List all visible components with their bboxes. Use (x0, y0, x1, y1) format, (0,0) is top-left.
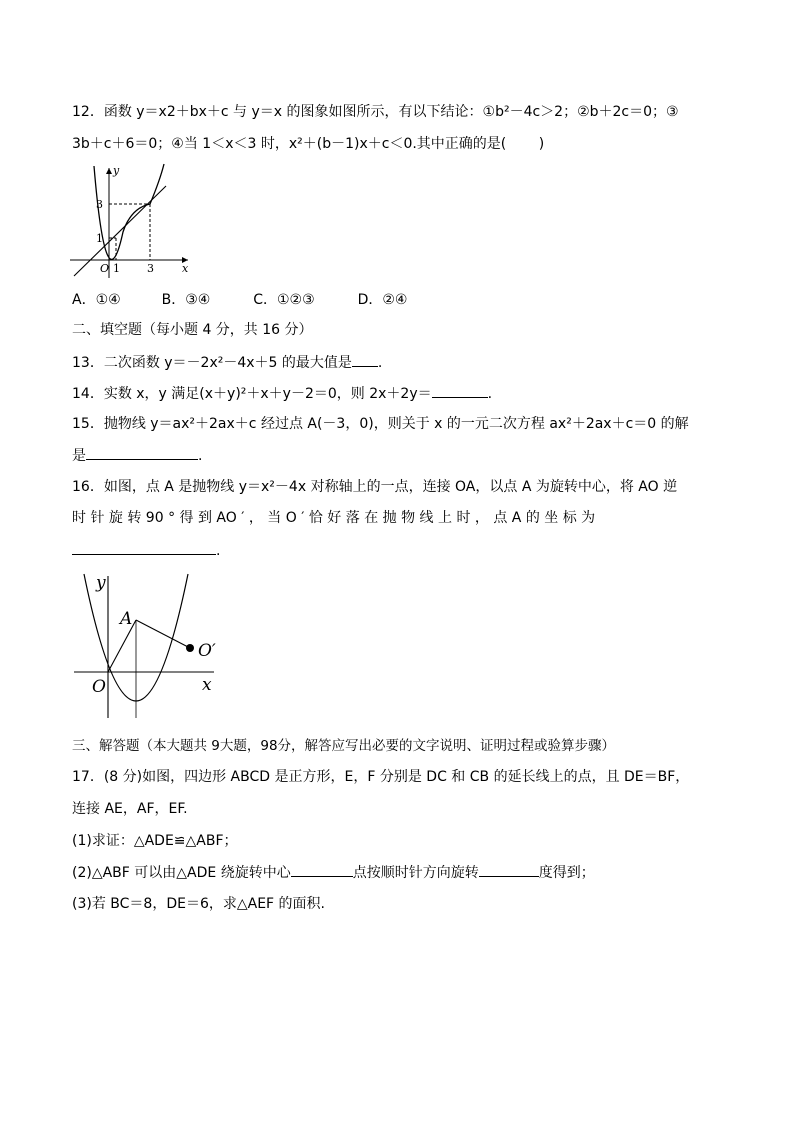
segment-ao-prime (136, 620, 190, 648)
q13-text: 13．二次函数 y＝－2x²－4x＋5 的最大值是 (72, 355, 352, 371)
q16-line2: 时 针 旋 转 90 ° 得 到 AO ′ ， 当 O ′ 恰 好 落 在 抛 物 线 上 时 ， 点 A 的 坐 标 为 (72, 510, 596, 526)
q17-degree-blank (479, 862, 539, 877)
q12-label-y: y (113, 164, 120, 177)
q13 (72, 352, 382, 373)
q17-line1: 17．(8 分)如图，四边形 ABCD 是正方形，E，F 分别是 DC 和 CB 的延长线上的点，且 DE＝BF， (72, 769, 690, 785)
q17-line2: 连接 AE，AF，EF. (72, 801, 188, 817)
q16-label-a: A (120, 609, 133, 629)
q12-option-c: C．①②③ (253, 292, 315, 308)
q12-label-one-x: 1 (113, 262, 120, 275)
q16-answer-blank (72, 540, 216, 555)
q16-label-origin: O (92, 677, 106, 697)
y-axis-arrow (106, 168, 112, 174)
q13-end: . (377, 355, 383, 371)
q12-label-x: x (182, 262, 189, 275)
parabola-curve (94, 164, 164, 259)
q12-label-one-y: 1 (96, 232, 103, 245)
q12-label-three-x: 3 (147, 262, 154, 275)
q17-part2-c: 度得到； (538, 865, 595, 881)
q16-line1: 16．如图，点 A 是抛物线 y＝x²－4x 对称轴上的一点，连接 OA，以点 A 为旋转中心，将 AO 逆 (72, 479, 678, 495)
q12-option-a: A．①④ (72, 292, 121, 308)
q14-answer-blank (432, 383, 488, 398)
q14-text: 14．实数 x，y 满足(x＋y)²＋x＋y－2＝0，则 2x＋2y＝ (72, 386, 432, 402)
q12-option-d: D．②④ (357, 292, 408, 308)
q15-start: 是 (72, 448, 86, 464)
q15-end: . (198, 448, 203, 464)
q13-answer-blank (352, 352, 378, 367)
q17-part3: (3)若 BC＝8，DE＝6，求△AEF 的面积. (72, 896, 325, 912)
q15-line1: 15．抛物线 y＝ax²＋2ax＋c 经过点 A(－3，0)，则关于 x 的一元二次方程 ax²＋2ax＋c＝0 的解 (72, 416, 689, 432)
q12-option-b: B．③④ (161, 292, 211, 308)
q16-label-x: x (202, 675, 212, 695)
q17-part2 (72, 862, 595, 883)
q12-label-three-y: 3 (96, 198, 103, 211)
q15-answer-blank (86, 445, 198, 460)
q16-label-o-prime: O′ (198, 641, 216, 661)
q17-part2-a: (2)△ABF 可以由△ADE 绕旋转中心 (72, 865, 291, 881)
q14 (72, 383, 492, 404)
q16-figure (66, 568, 226, 728)
section3-heading: 三、解答题（本大题共 9大题，98分，解答应写出必要的文字说明、证明过程或验算步骤） (72, 738, 616, 754)
q15-line2 (72, 445, 202, 466)
point-o-prime-dot (186, 644, 194, 652)
q12-line1: 12．函数 y＝x2＋bx＋c 与 y＝x 的图象如图所示，有以下结论：①b²－4c＞2；②b＋2c＝0；③ (72, 104, 679, 120)
section2-heading: 二、填空题（每小题 4 分，共 16 分） (72, 322, 313, 338)
q16-line3 (72, 540, 220, 561)
q17-center-blank (291, 862, 353, 877)
q12-figure (66, 160, 196, 280)
q12-options (72, 290, 407, 310)
q16-label-y: y (96, 573, 106, 593)
q12-line2: 3b＋c＋6＝0；④当 1＜x＜3 时，x²＋(b－1)x＋c＜0.其中正确的是( ) (72, 136, 545, 152)
q17-part1: (1)求证：△ADE≌△ABF； (72, 833, 238, 849)
q17-part2-b: 点按顺时针方向旋转 (352, 865, 479, 881)
q14-end: . (487, 386, 493, 402)
q12-label-origin: O (100, 262, 110, 275)
q16-end: . (216, 543, 221, 559)
